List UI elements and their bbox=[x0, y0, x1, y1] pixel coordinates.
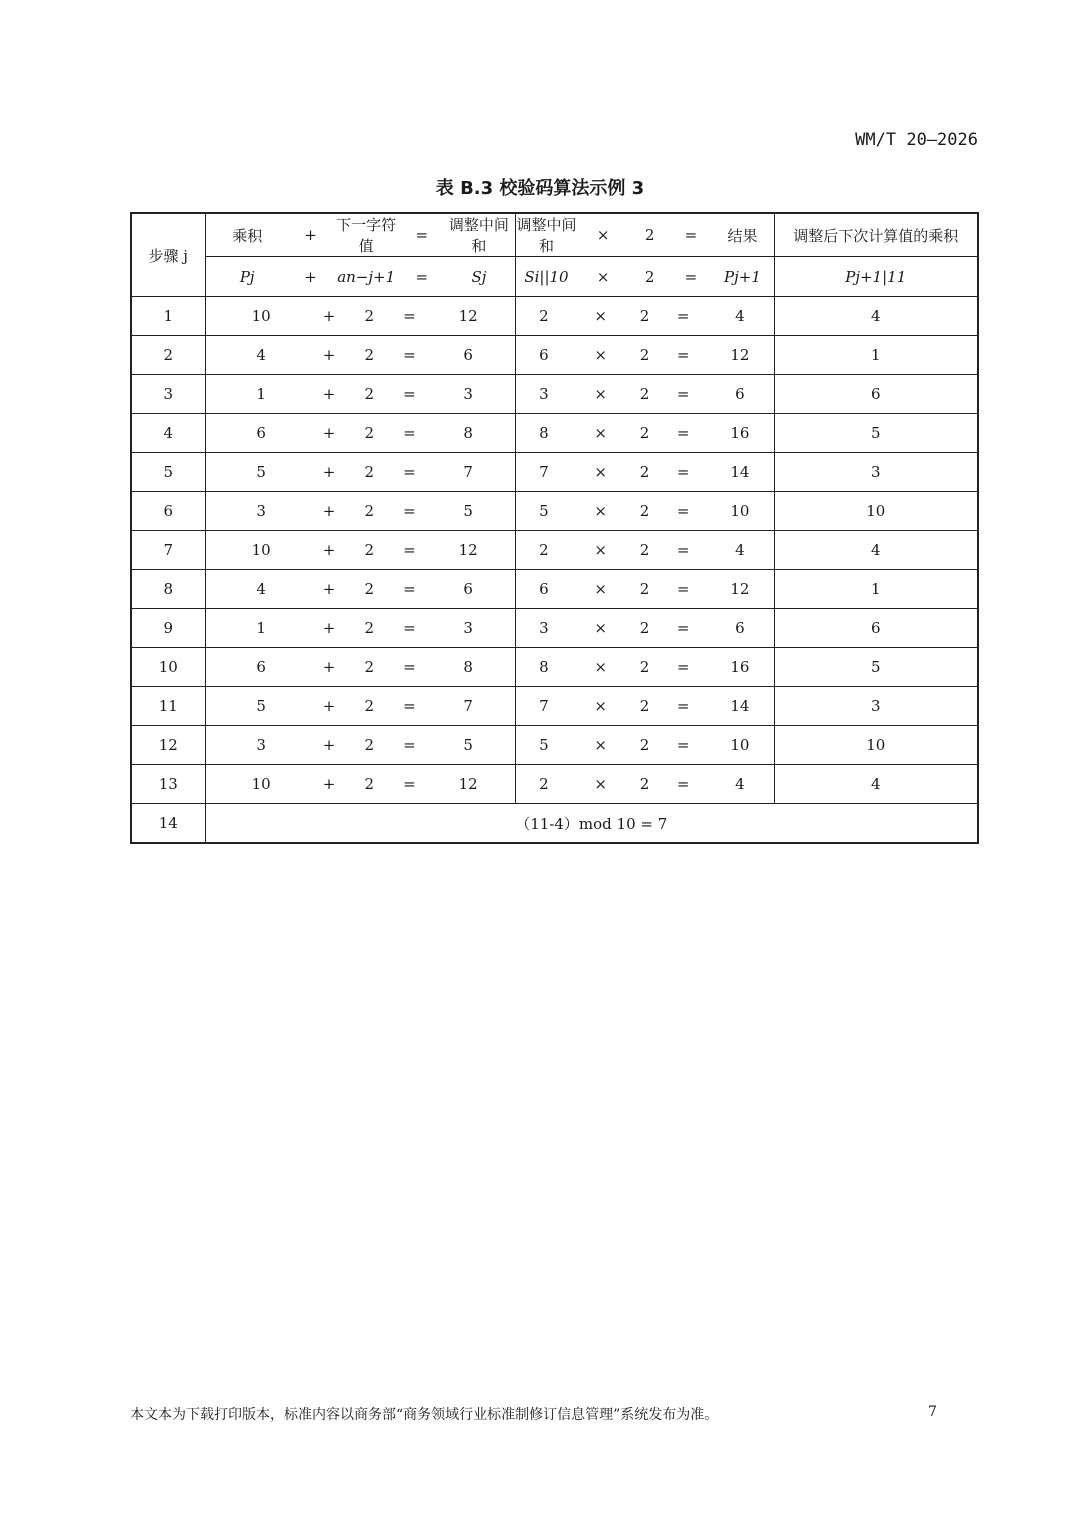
table-row bbox=[131, 375, 978, 414]
product-value: 6 bbox=[256, 424, 266, 442]
product-value: 3 bbox=[256, 502, 266, 520]
step-cell: 2 bbox=[131, 336, 205, 375]
mod10-value: 2 bbox=[539, 541, 549, 559]
product-cell bbox=[515, 531, 774, 570]
head-text: = bbox=[684, 226, 698, 244]
final-row bbox=[131, 804, 978, 844]
head-formula-3: 调整后下次计算值的乘积 bbox=[774, 213, 978, 257]
adjusted-cell: 1 bbox=[774, 336, 978, 375]
sum-cell bbox=[205, 726, 515, 765]
product-value: 10 bbox=[251, 775, 271, 793]
step-cell: 11 bbox=[131, 687, 205, 726]
plus-sign: + bbox=[322, 424, 336, 442]
sum-cell bbox=[205, 687, 515, 726]
sum-value: 12 bbox=[458, 541, 478, 559]
times-sign: × bbox=[594, 736, 607, 754]
sum-value: 6 bbox=[463, 346, 473, 364]
mod10-value: 3 bbox=[539, 385, 549, 403]
mod10-value: 2 bbox=[539, 307, 549, 325]
page-number: 7 bbox=[928, 1404, 937, 1420]
char-value: 2 bbox=[364, 307, 375, 325]
sum-value: 7 bbox=[463, 697, 473, 715]
sum-value: 3 bbox=[463, 385, 473, 403]
char-value: 2 bbox=[364, 385, 375, 403]
plus-sign: + bbox=[322, 541, 336, 559]
step-cell: 3 bbox=[131, 375, 205, 414]
char-value: 2 bbox=[364, 736, 375, 754]
times-sign: × bbox=[594, 424, 607, 442]
sum-value: 8 bbox=[463, 658, 473, 676]
product-value: 4 bbox=[256, 346, 266, 364]
checksum-table bbox=[130, 212, 979, 844]
times-sign: × bbox=[594, 619, 607, 637]
sum-cell bbox=[205, 414, 515, 453]
equals-sign: = bbox=[676, 736, 690, 754]
equals-sign: = bbox=[676, 580, 690, 598]
times-sign: × bbox=[594, 385, 607, 403]
head-symbol: × bbox=[596, 267, 610, 286]
equals-sign: = bbox=[403, 307, 416, 325]
step-cell: 10 bbox=[131, 648, 205, 687]
equals-sign: = bbox=[676, 307, 690, 325]
head-text: 2 bbox=[644, 226, 655, 244]
result-value: 14 bbox=[730, 697, 750, 715]
char-value: 2 bbox=[364, 658, 375, 676]
result-value: 4 bbox=[735, 307, 745, 325]
result-value: 12 bbox=[730, 580, 750, 598]
step-cell: 13 bbox=[131, 765, 205, 804]
table-row bbox=[131, 648, 978, 687]
equals-sign: = bbox=[676, 697, 690, 715]
result-value: 12 bbox=[730, 346, 750, 364]
footer-note: 本文本为下载打印版本，标准内容以商务部“商务领域行业标准制修订信息管理”系统发布为准。 bbox=[130, 1407, 719, 1423]
mod10-value: 7 bbox=[539, 463, 549, 481]
char-value: 2 bbox=[364, 697, 375, 715]
product-cell bbox=[515, 765, 774, 804]
product-value: 3 bbox=[256, 736, 266, 754]
factor-value: 2 bbox=[639, 307, 650, 325]
char-value: 2 bbox=[364, 502, 375, 520]
adjusted-cell: 6 bbox=[774, 609, 978, 648]
plus-sign: + bbox=[322, 658, 336, 676]
head-text: 下一字符值 bbox=[336, 216, 397, 255]
factor-value: 2 bbox=[639, 463, 650, 481]
head-symbol: Pj bbox=[239, 267, 255, 286]
result-value: 4 bbox=[735, 541, 745, 559]
char-value: 2 bbox=[364, 346, 375, 364]
product-cell bbox=[515, 648, 774, 687]
equals-sign: = bbox=[676, 658, 690, 676]
sum-cell bbox=[205, 297, 515, 336]
step-cell: 12 bbox=[131, 726, 205, 765]
head-symbols-1 bbox=[205, 257, 515, 297]
char-value: 2 bbox=[364, 775, 375, 793]
times-sign: × bbox=[594, 307, 607, 325]
adjusted-cell: 3 bbox=[774, 687, 978, 726]
product-cell bbox=[515, 336, 774, 375]
equals-sign: = bbox=[676, 424, 690, 442]
data-rows bbox=[131, 297, 978, 804]
table-row bbox=[131, 531, 978, 570]
mod10-value: 8 bbox=[539, 424, 549, 442]
plus-sign: + bbox=[322, 697, 336, 715]
mod10-value: 8 bbox=[539, 658, 549, 676]
product-value: 1 bbox=[256, 385, 266, 403]
times-sign: × bbox=[594, 346, 607, 364]
equals-sign: = bbox=[403, 502, 416, 520]
adjusted-cell: 10 bbox=[774, 492, 978, 531]
step-header: 步骤 j bbox=[131, 213, 205, 297]
equals-sign: = bbox=[403, 736, 416, 754]
step-cell: 8 bbox=[131, 570, 205, 609]
table-title: 表 B.3 校验码算法示例 3 bbox=[435, 178, 645, 199]
result-value: 14 bbox=[730, 463, 750, 481]
mod10-value: 6 bbox=[539, 346, 549, 364]
plus-sign: + bbox=[322, 346, 336, 364]
product-cell bbox=[515, 570, 774, 609]
product-value: 1 bbox=[256, 619, 266, 637]
sum-cell bbox=[205, 375, 515, 414]
product-cell bbox=[515, 453, 774, 492]
equals-sign: = bbox=[676, 463, 690, 481]
mod10-value: 5 bbox=[539, 502, 549, 520]
adjusted-cell: 4 bbox=[774, 531, 978, 570]
equals-sign: = bbox=[403, 580, 416, 598]
equals-sign: = bbox=[403, 775, 416, 793]
head-text: + bbox=[304, 226, 317, 244]
equals-sign: = bbox=[403, 424, 416, 442]
plus-sign: + bbox=[322, 580, 336, 598]
equals-sign: = bbox=[676, 775, 690, 793]
sum-cell bbox=[205, 336, 515, 375]
plus-sign: + bbox=[322, 775, 336, 793]
sum-cell bbox=[205, 492, 515, 531]
sum-value: 8 bbox=[463, 424, 473, 442]
head-symbol: 2 bbox=[644, 267, 655, 286]
plus-sign: + bbox=[322, 307, 336, 325]
result-value: 16 bbox=[730, 658, 750, 676]
result-value: 10 bbox=[730, 502, 750, 520]
table-row bbox=[131, 726, 978, 765]
times-sign: × bbox=[594, 580, 607, 598]
result-value: 6 bbox=[735, 385, 745, 403]
mod10-value: 2 bbox=[539, 775, 549, 793]
plus-sign: + bbox=[322, 463, 336, 481]
adjusted-cell: 4 bbox=[774, 297, 978, 336]
sum-cell bbox=[205, 765, 515, 804]
head-text: 调整中间和 bbox=[448, 216, 509, 255]
result-value: 4 bbox=[735, 775, 745, 793]
adjusted-cell: 6 bbox=[774, 375, 978, 414]
factor-value: 2 bbox=[639, 697, 650, 715]
factor-value: 2 bbox=[639, 736, 650, 754]
head-symbols-2 bbox=[515, 257, 774, 297]
plus-sign: + bbox=[322, 619, 336, 637]
sum-value: 5 bbox=[463, 736, 473, 754]
sum-value: 3 bbox=[463, 619, 473, 637]
equals-sign: = bbox=[403, 385, 416, 403]
sum-value: 12 bbox=[458, 775, 478, 793]
mod10-value: 3 bbox=[539, 619, 549, 637]
factor-value: 2 bbox=[639, 619, 650, 637]
equals-sign: = bbox=[403, 346, 416, 364]
char-value: 2 bbox=[364, 463, 375, 481]
table-row bbox=[131, 570, 978, 609]
adjusted-cell: 5 bbox=[774, 648, 978, 687]
final-step: 14 bbox=[131, 804, 205, 844]
adjusted-cell: 10 bbox=[774, 726, 978, 765]
factor-value: 2 bbox=[639, 580, 650, 598]
plus-sign: + bbox=[322, 502, 336, 520]
table-row bbox=[131, 453, 978, 492]
product-value: 4 bbox=[256, 580, 266, 598]
head-symbol: an−j+1 bbox=[337, 267, 396, 286]
result-value: 16 bbox=[730, 424, 750, 442]
sum-cell bbox=[205, 609, 515, 648]
adjusted-cell: 3 bbox=[774, 453, 978, 492]
product-value: 10 bbox=[251, 307, 271, 325]
factor-value: 2 bbox=[639, 541, 650, 559]
step-cell: 9 bbox=[131, 609, 205, 648]
step-cell: 5 bbox=[131, 453, 205, 492]
equals-sign: = bbox=[676, 541, 690, 559]
sum-value: 7 bbox=[463, 463, 473, 481]
product-cell bbox=[515, 609, 774, 648]
head-formula-1 bbox=[205, 213, 515, 257]
product-value: 5 bbox=[256, 463, 266, 481]
char-value: 2 bbox=[364, 541, 375, 559]
head-text: = bbox=[415, 226, 429, 244]
times-sign: × bbox=[594, 775, 607, 793]
product-cell bbox=[515, 687, 774, 726]
head-text: 乘积 bbox=[232, 226, 263, 245]
head-symbol: = bbox=[415, 267, 429, 286]
adjusted-cell: 4 bbox=[774, 765, 978, 804]
equals-sign: = bbox=[676, 346, 690, 364]
step-cell: 6 bbox=[131, 492, 205, 531]
product-cell bbox=[515, 726, 774, 765]
times-sign: × bbox=[594, 502, 607, 520]
product-value: 5 bbox=[256, 697, 266, 715]
factor-value: 2 bbox=[639, 502, 650, 520]
plus-sign: + bbox=[322, 736, 336, 754]
times-sign: × bbox=[594, 463, 607, 481]
plus-sign: + bbox=[322, 385, 336, 403]
equals-sign: = bbox=[403, 463, 416, 481]
factor-value: 2 bbox=[639, 346, 650, 364]
table-row bbox=[131, 297, 978, 336]
factor-value: 2 bbox=[639, 775, 650, 793]
equals-sign: = bbox=[403, 697, 416, 715]
adjusted-cell: 5 bbox=[774, 414, 978, 453]
head-symbol: + bbox=[304, 267, 317, 286]
equals-sign: = bbox=[403, 658, 416, 676]
equals-sign: = bbox=[403, 619, 416, 637]
standard-code: WM/T 20—2026 bbox=[855, 130, 978, 150]
table-row bbox=[131, 492, 978, 531]
equals-sign: = bbox=[676, 385, 690, 403]
header-row-1 bbox=[131, 213, 978, 257]
sum-cell bbox=[205, 531, 515, 570]
sum-cell bbox=[205, 453, 515, 492]
times-sign: × bbox=[594, 697, 607, 715]
times-sign: × bbox=[594, 541, 607, 559]
table-row bbox=[131, 765, 978, 804]
head-text: 结果 bbox=[727, 226, 758, 245]
product-cell bbox=[515, 492, 774, 531]
char-value: 2 bbox=[364, 619, 375, 637]
step-cell: 7 bbox=[131, 531, 205, 570]
step-cell: 1 bbox=[131, 297, 205, 336]
times-sign: × bbox=[594, 658, 607, 676]
table-row bbox=[131, 609, 978, 648]
header-row-2 bbox=[131, 257, 978, 297]
equals-sign: = bbox=[676, 619, 690, 637]
product-cell bbox=[515, 375, 774, 414]
result-value: 6 bbox=[735, 619, 745, 637]
table-row bbox=[131, 414, 978, 453]
table-row bbox=[131, 687, 978, 726]
product-cell bbox=[515, 297, 774, 336]
factor-value: 2 bbox=[639, 424, 650, 442]
char-value: 2 bbox=[364, 424, 375, 442]
table-row bbox=[131, 336, 978, 375]
mod10-value: 7 bbox=[539, 697, 549, 715]
head-symbols-3: Pj+1|11 bbox=[774, 257, 978, 297]
sum-cell bbox=[205, 648, 515, 687]
head-symbol: Si||10 bbox=[524, 267, 569, 286]
head-symbol: Pj+1 bbox=[724, 267, 761, 286]
mod10-value: 6 bbox=[539, 580, 549, 598]
sum-cell bbox=[205, 570, 515, 609]
sum-value: 6 bbox=[463, 580, 473, 598]
head-symbol: = bbox=[684, 267, 698, 286]
head-symbol: Sj bbox=[471, 267, 487, 286]
product-value: 6 bbox=[256, 658, 266, 676]
product-cell bbox=[515, 414, 774, 453]
factor-value: 2 bbox=[639, 385, 650, 403]
result-value: 10 bbox=[730, 736, 750, 754]
mod10-value: 5 bbox=[539, 736, 549, 754]
sum-value: 5 bbox=[463, 502, 473, 520]
head-text: 调整中间和 bbox=[516, 216, 577, 255]
sum-value: 12 bbox=[458, 307, 478, 325]
final-formula: （11-4）mod 10 = 7 bbox=[205, 804, 978, 844]
head-text: × bbox=[596, 226, 610, 244]
head-formula-2 bbox=[515, 213, 774, 257]
product-value: 10 bbox=[251, 541, 271, 559]
factor-value: 2 bbox=[639, 658, 650, 676]
char-value: 2 bbox=[364, 580, 375, 598]
equals-sign: = bbox=[676, 502, 690, 520]
adjusted-cell: 1 bbox=[774, 570, 978, 609]
step-cell: 4 bbox=[131, 414, 205, 453]
equals-sign: = bbox=[403, 541, 416, 559]
